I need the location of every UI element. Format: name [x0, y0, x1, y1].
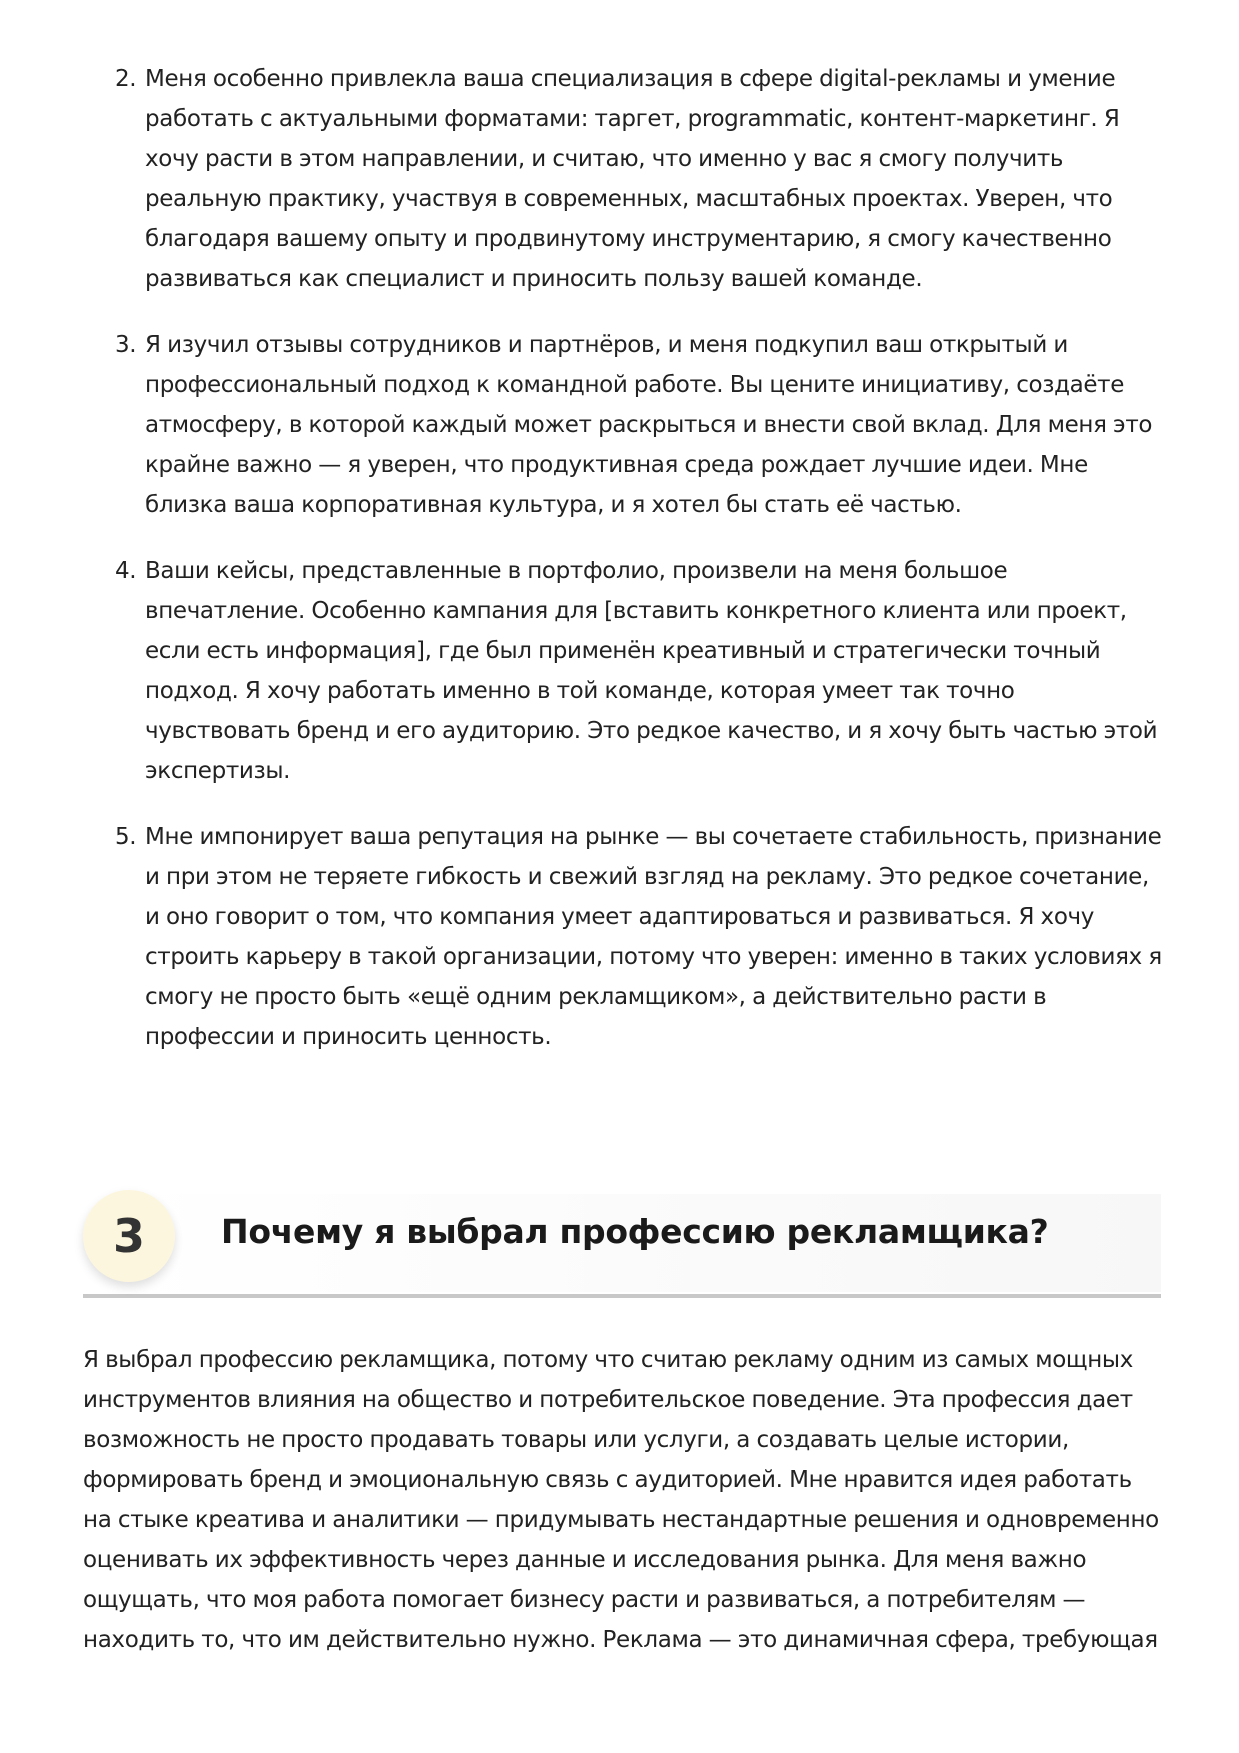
list-item-text: Мне импонирует ваша репутация на рынке — вы сочетаете стабильность, признание и при этом не теряете гибкость и свежий взгляд на рекламу. Это редкое сочетание, и оно говорит о том, что компания умеет адаптироваться и развиваться. Я хочу строить карьеру в такой организации, потому что уверен: именно в таких условиях я смогу не просто быть «ещё одним рекламщиком», а действительно расти в профессии и приносить ценность.: [145, 824, 1162, 1050]
list-item: [115, 551, 1165, 791]
list-item-number: 5.: [115, 824, 137, 850]
section-title: Почему я выбрал профессию рекламщика?: [221, 1212, 1049, 1251]
list-item: [115, 817, 1165, 1057]
list-item-text: Меня особенно привлекла ваша специализация в сфере digital-рекламы и умение работать с актуальными форматами: таргет, programmatic, контент-маркетинг. Я хочу расти в этом направлении, и считаю, что именно у вас я смогу получить реальную практику, участвуя в современных, масштабных проектах. Уверен, что благодаря вашему опыту и продвинутому инструментарию, я смогу качественно развиваться как специалист и приносить пользу вашей команде.: [145, 66, 1120, 292]
list-item-number: 2.: [115, 66, 137, 92]
body-paragraph: Я выбрал профессию рекламщика, потому что считаю рекламу одним из самых мощных инструментов влияния на общество и потребительское поведение. Эта профессия дает возможность не просто продавать товары или услуги, а создавать целые истории, формировать бренд и эмоциональную связь с аудиторией. Мне нравится идея работать на стыке креатива и аналитики — придумывать нестандартные решения и одновременно оценивать их эффективность через данные и исследования рынка. Для меня важно ощущать, что моя работа помогает бизнесу расти и развиваться, а потребителям — находить то, что им действительно нужно. Реклама — это динамичная сфера, требующая: [83, 1347, 1159, 1653]
list-item-number: 4.: [115, 558, 137, 584]
list-item-number: 3.: [115, 332, 137, 358]
reasons-list: [115, 59, 1165, 1083]
list-item-text: Ваши кейсы, представленные в портфолио, произвели на меня большое впечатление. Особенно кампания для [вставить конкретного клиента или проект, если есть информация], где был применён креативный и стратегически точный подход. Я хочу работать именно в той команде, которая умеет так точно чувствовать бренд и его аудиторию. Это редкое качество, и я хочу быть частью этой экспертизы.: [145, 558, 1158, 784]
list-item: [115, 59, 1165, 299]
section-divider: [83, 1294, 1161, 1298]
list-item-text: Я изучил отзывы сотрудников и партнёров, и меня подкупил ваш открытый и профессиональный подход к командной работе. Вы цените инициативу, создаёте атмосферу, в которой каждый может раскрыться и внести свой вклад. Для меня это крайне важно — я уверен, что продуктивная среда рождает лучшие идеи. Мне близка ваша корпоративная культура, и я хотел бы стать её частью.: [145, 332, 1153, 518]
section-header: [83, 1190, 1161, 1298]
list-item: [115, 325, 1165, 525]
section-number-badge: 3: [83, 1190, 175, 1282]
